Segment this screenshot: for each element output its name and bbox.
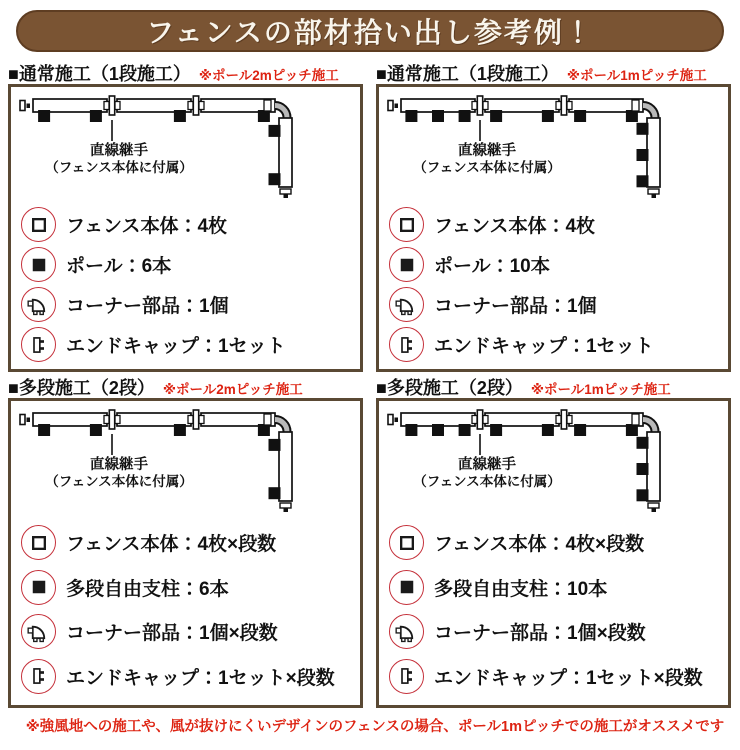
pole <box>258 424 270 436</box>
parts-item <box>389 287 726 322</box>
parts-item-label: エンドキャップ：1セット×段数 <box>66 667 335 689</box>
parts-item <box>389 327 726 362</box>
pole <box>269 173 281 185</box>
pole-icon <box>389 570 424 605</box>
parts-item-label: エンドキャップ：1セット <box>66 336 286 357</box>
section-multi-1m <box>376 372 731 708</box>
pole <box>269 439 281 451</box>
footer-recommendation-note: ※強風地への施工や、風が抜けにくいデザインのフェンスの場合、ポール1mピッチでの施工がオススメです <box>25 719 725 735</box>
parts-list <box>13 202 358 367</box>
joint-label: 直線継手 <box>458 143 516 159</box>
pole <box>637 463 649 475</box>
joint-label: 直線継手 <box>90 457 148 473</box>
fence-panel-icon <box>21 525 56 560</box>
parts-item <box>21 659 358 694</box>
pole <box>637 437 649 449</box>
fence-panel <box>279 118 292 187</box>
pole <box>405 424 417 436</box>
parts-item-label: フェンス本体：4枚 <box>66 216 228 237</box>
parts-item <box>389 570 726 605</box>
section-normal-1m <box>376 58 731 372</box>
end-cap <box>20 101 30 111</box>
section-pitch-note: ※ポール2mピッチ施工 <box>162 382 303 397</box>
pole <box>90 110 102 122</box>
parts-item <box>21 247 358 282</box>
corner-part-icon <box>389 614 424 649</box>
pole <box>432 424 444 436</box>
section-heading: ■通常施工（1段施工） <box>8 64 191 84</box>
pole <box>626 424 638 436</box>
parts-item <box>21 287 358 322</box>
pole <box>38 424 50 436</box>
pole <box>574 424 586 436</box>
pole <box>459 110 471 122</box>
parts-item-label: フェンス本体：4枚 <box>434 216 596 237</box>
section-panel <box>376 84 731 372</box>
end-cap <box>280 189 291 198</box>
parts-item-label: ポール：10本 <box>434 256 550 277</box>
parts-list <box>381 202 726 367</box>
parts-item <box>389 247 726 282</box>
section-normal-2m <box>8 58 363 372</box>
pole <box>490 110 502 122</box>
end-cap <box>280 503 291 512</box>
parts-item <box>21 614 358 649</box>
fence-layout-diagram <box>13 90 356 202</box>
section-panel <box>376 398 731 708</box>
parts-item-label: コーナー部品：1個×段数 <box>434 623 646 645</box>
parts-item <box>21 327 358 362</box>
pole <box>574 110 586 122</box>
pole-icon <box>389 247 424 282</box>
pole <box>432 110 444 122</box>
end-cap <box>648 503 659 512</box>
section-heading: ■通常施工（1段施工） <box>376 64 559 84</box>
joint-label-sub: （フェンス本体に付属） <box>413 160 561 175</box>
pole-icon <box>21 247 56 282</box>
parts-item-label: 多段自由支柱：10本 <box>434 578 608 600</box>
fence-panel <box>647 118 660 187</box>
pole <box>637 149 649 161</box>
pole <box>637 175 649 187</box>
pole <box>174 424 186 436</box>
parts-item-label: エンドキャップ：1セット×段数 <box>434 667 703 689</box>
parts-list <box>381 516 726 703</box>
parts-item-label: コーナー部品：1個 <box>434 296 597 317</box>
section-pitch-note: ※ポール1mピッチ施工 <box>530 382 671 397</box>
parts-item <box>21 207 358 242</box>
end-cap-icon <box>389 659 424 694</box>
section-heading: ■多段施工（2段） <box>8 378 155 398</box>
fence-panel-icon <box>389 525 424 560</box>
parts-item <box>389 525 726 560</box>
end-cap <box>388 415 398 425</box>
parts-item <box>389 207 726 242</box>
end-cap <box>20 415 30 425</box>
parts-item <box>21 570 358 605</box>
fence-panel <box>647 432 660 501</box>
fence-panel-icon <box>389 207 424 242</box>
end-cap <box>388 101 398 111</box>
fence-layout-diagram <box>381 90 724 202</box>
corner-part-icon <box>21 287 56 322</box>
pole <box>626 110 638 122</box>
corner-part-icon <box>389 287 424 322</box>
fence-panel <box>279 432 292 501</box>
top-row <box>0 58 740 372</box>
section-pitch-note: ※ポール1mピッチ施工 <box>566 68 707 83</box>
section-panel <box>8 398 363 708</box>
pole <box>174 110 186 122</box>
parts-item-label: コーナー部品：1個 <box>66 296 229 317</box>
parts-item-label: フェンス本体：4枚×段数 <box>434 534 645 556</box>
parts-item-label: コーナー部品：1個×段数 <box>66 623 278 645</box>
section-heading: ■多段施工（2段） <box>376 378 523 398</box>
pole <box>405 110 417 122</box>
section-multi-2m <box>8 372 363 708</box>
joint-label-sub: （フェンス本体に付属） <box>413 474 561 489</box>
pole <box>38 110 50 122</box>
pole <box>269 487 281 499</box>
page-title: フェンスの部材拾い出し参考例！ <box>16 10 724 52</box>
section-header <box>8 374 363 397</box>
parts-item <box>389 659 726 694</box>
pole <box>459 424 471 436</box>
pole <box>490 424 502 436</box>
end-cap <box>648 189 659 198</box>
fence-layout-diagram <box>13 404 356 516</box>
end-cap-icon <box>21 327 56 362</box>
section-header <box>376 374 731 397</box>
parts-list <box>13 516 358 703</box>
end-cap-icon <box>389 327 424 362</box>
section-header <box>376 60 731 83</box>
joint-label-sub: （フェンス本体に付属） <box>45 160 193 175</box>
pole <box>258 110 270 122</box>
pole <box>637 123 649 135</box>
corner-part-icon <box>21 614 56 649</box>
parts-item-label: ポール：6本 <box>66 256 172 277</box>
parts-item-label: 多段自由支柱：6本 <box>66 578 229 600</box>
parts-item-label: フェンス本体：4枚×段数 <box>66 534 277 556</box>
parts-item <box>21 525 358 560</box>
fence-panel-icon <box>21 207 56 242</box>
end-cap-icon <box>21 659 56 694</box>
pole-icon <box>21 570 56 605</box>
parts-item <box>389 614 726 649</box>
pole <box>542 424 554 436</box>
bottom-row <box>0 372 740 708</box>
section-header <box>8 60 363 83</box>
fence-layout-diagram <box>381 404 724 516</box>
joint-label: 直線継手 <box>90 143 148 159</box>
pole <box>90 424 102 436</box>
section-panel <box>8 84 363 372</box>
section-pitch-note: ※ポール2mピッチ施工 <box>198 68 339 83</box>
joint-label-sub: （フェンス本体に付属） <box>45 474 193 489</box>
parts-item-label: エンドキャップ：1セット <box>434 336 654 357</box>
pole <box>637 489 649 501</box>
joint-label: 直線継手 <box>458 457 516 473</box>
pole <box>542 110 554 122</box>
pole <box>269 125 281 137</box>
